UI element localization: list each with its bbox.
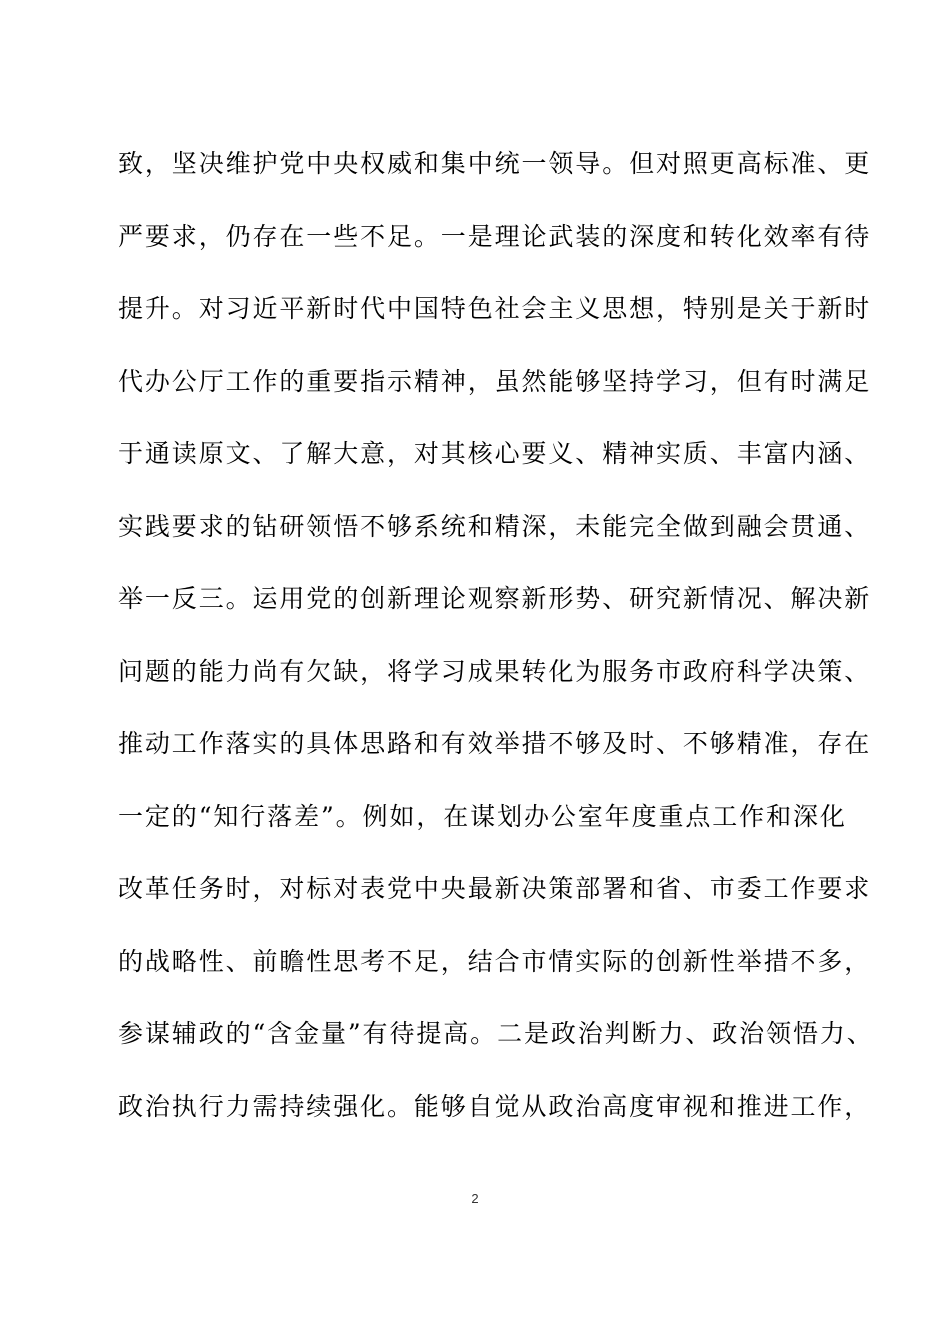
body-text xyxy=(118,138,874,1153)
text-line: 于通读原文、了解大意，对其核心要义、精神实质、丰富内涵、 xyxy=(118,439,872,468)
text-line: 政治执行力需持续强化。能够自觉从政治高度审视和推进工作， xyxy=(118,1091,872,1121)
text-line: 的战略性、前瞻性思考不足，结合市情实际的创新性举措不多， xyxy=(118,946,872,976)
text-line: 致，坚决维护党中央权威和集中统一领导。但对照更高标准、更 xyxy=(118,149,872,178)
text-line: 提升。对习近平新时代中国特色社会主义思想，特别是关于新时 xyxy=(118,294,872,323)
text-line: 代办公厅工作的重要指示精神，虽然能够坚持学习，但有时满足 xyxy=(118,366,872,396)
text-line: 实践要求的钻研领悟不够系统和精深，未能完全做到融会贯通、 xyxy=(118,511,872,541)
text-line: 举一反三。运用党的创新理论观察新形势、研究新情况、解决新 xyxy=(118,584,872,613)
text-line: 严要求，仍存在一些不足。一是理论武装的深度和转化效率有待 xyxy=(118,221,872,251)
text-line: 参谋辅政的“含金量”有待提高。二是政治判断力、政治领悟力、 xyxy=(118,1019,874,1048)
page-number: 2 xyxy=(471,1191,479,1206)
text-line: 问题的能力尚有欠缺，将学习成果转化为服务市政府科学决策、 xyxy=(118,656,872,686)
text-line: 一定的“知行落差”。例如，在谋划办公室年度重点工作和深化 xyxy=(118,801,847,831)
text-line: 推动工作落实的具体思路和有效举措不够及时、不够精准，存在 xyxy=(118,729,872,758)
text-line: 改革任务时，对标对表党中央最新决策部署和省、市委工作要求 xyxy=(118,874,872,903)
